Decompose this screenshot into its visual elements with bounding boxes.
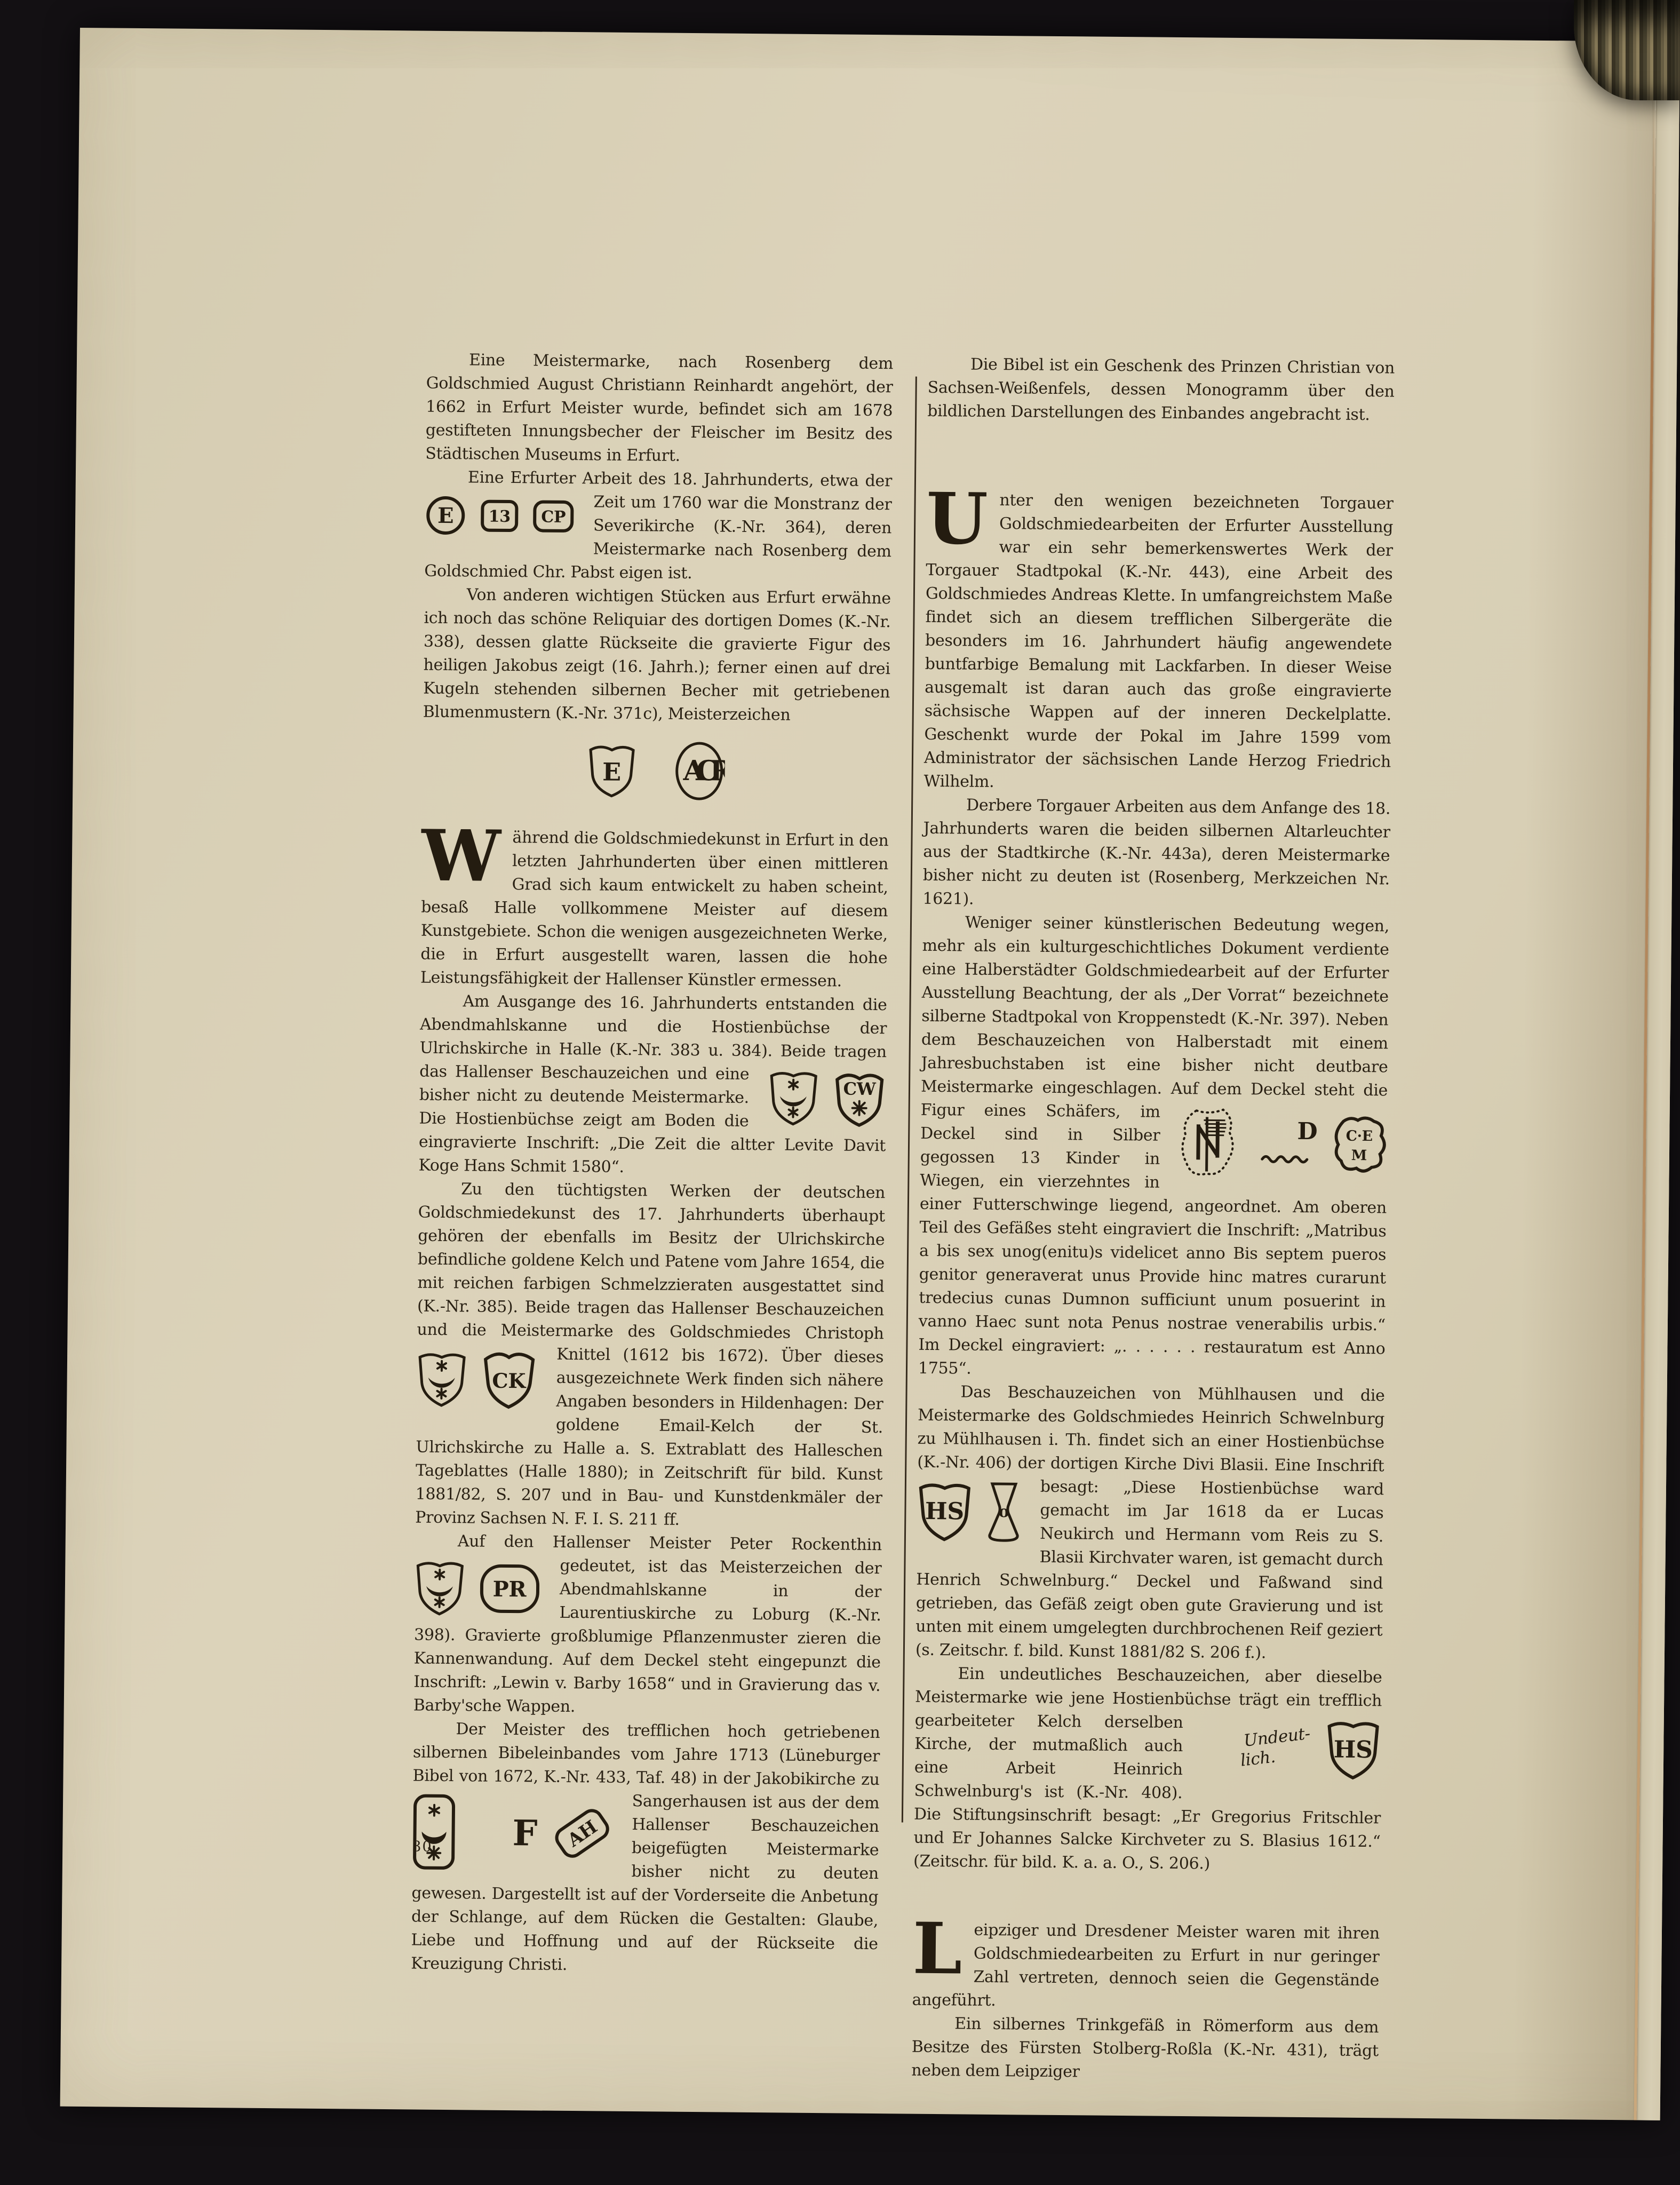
f-letter-mark: F (512, 1811, 538, 1854)
paragraph (424, 466, 892, 587)
dropcap-letter: L (912, 1907, 962, 1991)
halle-beschauzeichen-mark (768, 1068, 819, 1127)
paragraph-text: um 1760 war die Monstranz der Severikirche (K.-Nr. 364), deren Meistermarke nach Rosenberg dem Goldschmied Chr. Pabst eigen ist. (424, 493, 892, 583)
page-paper (60, 28, 1680, 2120)
paragraph-text: eipziger und Dresdener Meister waren mit ihren Goldschmiedearbeiten zu Erfurt in nur geringer Zahl vertreten, dennoch seien die Gegenstände angeführt. (912, 1920, 1380, 2010)
paragraph-text: Am Ausgange des 16. Jahrhunderts entstanden die Abendmahlskanne und die Hostienbüchse der Ulrichskirche in Halle (K.-Nr. 383 u. 384). Beide tragen das (419, 992, 887, 1082)
mark-group-erfurt (425, 495, 575, 537)
hourglass-beschauzeichen-mark (986, 1481, 1021, 1544)
paragraph (413, 1529, 882, 1721)
paragraph-text: Der Meister des trefflichen hoch getriebenen silbernen Bibeleinbandes vom Jahre 1713 (Lüneburger Bibel von 1672, K.-Nr. 433, Taf. 48) in der Jakobikirche zu Sangerhausen ist aus (412, 1720, 880, 1812)
paragraph (927, 353, 1395, 427)
left-column (411, 348, 893, 1980)
mark-group-halberstadt (1179, 1106, 1388, 1182)
mark-group-undeutlich (1202, 1717, 1382, 1782)
page-number: 30 (412, 1838, 433, 1855)
paragraph-text: Das Beschauzeichen von Mühlhausen und die Meistermarke des Goldschmiedes Heinrich Schwelnburg zu Mühlhausen i. Th. findet sich an einer Hostienbüchse (K.-Nr. 406) der dortigen Kirche Divi Blasii. Eine Inschrift besagt: „Diese Hostienbüchse (917, 1382, 1385, 1499)
halle-beschauzeichen-mark (414, 1558, 465, 1617)
paragraph (418, 990, 887, 1182)
paragraph-text: Eine Meistermarke, nach Rosenberg dem Goldschmied August Christiann Reinhardt angehört, der 1662 in Erfurt Meister wurde, befindet sich am 1678 gestifteten Innungsbecher der Fleischer im Besitz des Städtischen Museums in Erfurt. (425, 351, 894, 465)
paragraph-text: bis 1672). Über dieses ausgezeichnete Werk finden sich nähere Angaben besonders in Hildenhagen: Der goldene Email-Kelch der St. Ulrichskirche zu Halle a. S. Extrablatt des Halleschen Tageblattes (Halle 1880); in Zeitschrift für bild. Kunst 1881/82, S. 207 und in Bau- und Kunstdenkmäler der Provinz Sachsen N. F. I. S. 211 ff. (415, 1346, 884, 1529)
paragraph (423, 583, 891, 728)
paragraph-text: Ein silbernes Trinkgefäß in Römerform aus dem Besitze des Fürsten Stolberg-Roßla (K.-Nr. 431), trägt neben dem Leipziger (911, 2014, 1379, 2081)
paragraph (922, 793, 1390, 915)
mark-group-schwelnburg (917, 1480, 1021, 1545)
paragraph-text: nter den wenigen bezeichneten Torgauer Goldschmiedearbeiten der Erfurter Ausstellung war ein sehr bemerkenswertes Werk der Torgauer Stadtpokal (K.-Nr. 443), eine Arbeit des Goldschmiedes Andreas Klette. In umfangreichstem Maße findet sich an diesem trefflichen Silbergeräte die besonders im 16. Jahrhundert häufig angewendete buntfarbige Bemalung mit Lackfarben. In dieser Weise ausgemalt ist daran auch das große eingravierte sächsische Wappen auf der inneren Deckelplatte. Geschenkt wurde der Pokal im Jahre 1599 vom Administrator der sächsischen Lande Herzog Friedrich Wilhelm. (923, 491, 1394, 791)
svg-text:o: o (998, 1503, 1009, 1522)
mark-group-bibeleinband (412, 1793, 613, 1872)
paragraph-text: Hallenser Beschauzeichen und eine bisher nicht zu deutende Meistermarke. Die Hostienbüchse zeigt am Boden die eingravierte Inschrift: „Die Zeit die altter Levite Davit Koge Hans Schmit 1580“. (418, 1062, 886, 1177)
undeutlich-line2: lich. (1239, 1747, 1277, 1770)
ah-maker-mark (551, 1802, 613, 1864)
paragraph-text: Derbere Torgauer Arbeiten aus dem Anfange des 18. Jahrhunderts waren die beiden silbernen Altarleuchter aus der Stadtkirche (K.-Nr. 443a), deren Meistermarke bisher nicht zu deuten ist (Rosenberg, Merkzeichen Nr. 1621). (922, 796, 1391, 909)
acr-monogram-mark (673, 740, 725, 803)
paragraph-text: gearbeiteter Kelch derselben Kirche, der mutmaßlich auch eine Arbeit Heinrich Schwelnburg's ist (K.-Nr. 408). Die Stiftungsinschrift besagt: „Er Gregorius Fritschler und Er Johannes Salcke Kirchveter zu S. Blasius 1612.“ (Zeitschr. für bild. K. a. a. O., S. 206.) (913, 1711, 1381, 1873)
cem-maker-mark (1331, 1114, 1388, 1176)
svg-text:AH: AH (563, 1816, 601, 1852)
paragraph (918, 911, 1389, 1385)
paragraph-text: ährend die Goldschmiedekunst in Erfurt in den letzten Jahrhunderten über einen mittleren Grad sich kaum entwickelt zu haben scheint, besaß Halle vollkommene Meister auf diesem Kunstgebiete. Schon die wenigen ausgezeichneten Werke, die in Erfurt ausgestellt waren, lassen die hohe Leistungsfähigkeit der Hallenser Künstler ermessen. (420, 828, 889, 991)
svg-text:E: E (602, 757, 621, 786)
mark-group-halle (768, 1068, 886, 1128)
mark-group-knittel (416, 1347, 537, 1412)
right-column (911, 353, 1395, 2086)
ck-maker-mark (481, 1348, 537, 1412)
halle-vertical-beschauzeichen-mark (412, 1793, 456, 1871)
paragraph-text: steht die Figur eines Schäfers, im Deckel sind in Silber gegossen 13 Kinder in Wiegen, ein vierzehntes in einer Futterschwinge liegend, angeordnet. Am oberen Teil des Gefäßes steht eingraviert die Inschrift: „Matribus a bis sex unog(enitu)s videlicet anno Bis septem pueros genitor generaverat unus Provide hinc matres curarunt tredecius cunas Dumnon sufficiunt unum posuerint in vanno Haec sunt nota Penus nostrae venerabilis urbis.“ Im Deckel eingraviert: „. . . . . . restauratum est Anno 1755“. (918, 1080, 1388, 1378)
svg-text:13: 13 (488, 507, 511, 527)
mark-group-rockenthin (414, 1558, 540, 1618)
paragraph (915, 1380, 1385, 1666)
cw-maker-mark (832, 1069, 886, 1128)
paragraph-text: Von anderen wichtigen Stücken aus Erfurt erwähne ich noch das schöne Reliquiar des dortigen Domes (K.-Nr. 338), dessen glatte Rückseite die gravierte Figur des heiligen Jakobus zeigt (16. Jahrh.); ferner einen auf drei Kugeln stehenden silbernen Becher mit getriebenen Blumenmustern (K.-Nr. 371c), Meisterzeichen (423, 585, 891, 725)
undeutlich-line1: Undeut- (1243, 1723, 1311, 1751)
paragraph-text: Die Bibel ist ein Geschenk des Prinzen Christian von Sachsen-Weißenfels, dessen Monogramm über den bildlichen Darstellungen des Einbandes angebracht ist. (927, 355, 1395, 425)
hs-maker-mark (1325, 1718, 1382, 1782)
meisterzeichen-row (422, 738, 889, 804)
pr-maker-mark (479, 1563, 541, 1614)
erfurt-e-circle-mark (425, 495, 467, 537)
paragraph (911, 2012, 1379, 2087)
gutter-shadow (1513, 41, 1655, 2120)
halle-beschauzeichen-mark (416, 1350, 467, 1409)
paragraph-text: Zu den tüchtigsten Werken der deutschen Goldschmiedekunst des 17. Jahrhunderts überhaupt gehören der ebenfalls im Besitz der Ulrichskirche befindliche goldene Kelch und Patene vom Jahre 1654, die mit reichen farbigen Schmelzzieraten ausgestattet sind (K.-Nr. 385). Beide tragen das Hallenser Beschauzeichen und die Meistermarke des Goldschmiedes Christoph Knittel (1612 (417, 1180, 886, 1365)
svg-text:CK: CK (492, 1368, 526, 1393)
e-shield-mark (587, 742, 636, 799)
paragraph (913, 1662, 1382, 1878)
paragraph-dropcap (420, 814, 889, 994)
dropcap-letter: U (926, 477, 988, 561)
d-letter: D (1297, 1117, 1318, 1146)
paragraph-text: Weniger seiner künstlerischen Bedeutung wegen, mehr als ein kulturgeschichtliches Dokument verdiente eine Halberstädter Goldschmiedearbeit auf der Erfurter Ausstellung Beachtung, der als „Der Vorrat“ bezeichnete silberne Stadtpokal von Kroppenstedt (K.-Nr. 397). Neben dem Beschauzeichen von Halberstadt mit einem Jahresbuchstaben ist eine bisher nicht deutbare Meistermarke eingeschlagen. Auf dem Deckel (920, 913, 1390, 1100)
svg-text:M: M (1351, 1147, 1367, 1164)
paragraph (411, 1717, 880, 1980)
column-divider-rule (902, 377, 917, 1823)
paragraph (425, 348, 893, 470)
paragraph-text: Auf den Hallenser Meister Peter Rockenthin gedeutet, ist (457, 1532, 882, 1576)
svg-text:E: E (437, 503, 454, 529)
paragraph (415, 1178, 885, 1534)
paragraph-text: ward gemacht im Jar 1618 da er Lucas Neukirch und Hermann vom Reis zu S. Blasii Kirchvater waren, ist gemacht durch Henrich Schwelnburg.“ Deckel und Faßwand sind getrieben, das Gefäß zeigt oben gute Gravierung und ist unten mit einem umgelegten durchbrochenen Reif geziert (s. Zeitschr. f. bild. Kunst 1881/82 S. 206 f.). (915, 1480, 1384, 1663)
paragraph-text: Eine Erfurter Arbeit des 18. Jahrhunderts, etwa der Zeit (467, 468, 893, 512)
undeutlich-annotation (1200, 1724, 1313, 1775)
svg-text:CW: CW (843, 1078, 876, 1100)
svg-text:CP: CP (541, 507, 566, 527)
svg-text:HS: HS (1333, 1736, 1373, 1764)
dropcap-letter: W (421, 814, 501, 898)
paragraph-text: das Meisterzeichen der Abendmahlskanne in der Laurentiuskirche zu Loburg (K.-Nr. 398). Gravierte großblumige Pflanzenmuster zieren die Kannenwandung. Auf dem Deckel steht eingepunzt die Inschrift: „Lewin v. Barby 1658“ und in Gravierung das v. Barby'sche Wappen. (413, 1557, 882, 1717)
svg-text:ACR: ACR (682, 754, 724, 788)
svg-text:C·E: C·E (1345, 1127, 1373, 1145)
svg-text:HS: HS (925, 1497, 965, 1525)
year-13-mark (480, 499, 519, 533)
paragraph-text: der dem Hallenser Beschauzeichen beigefügten Meistermarke bisher nicht zu deuten gewesen. Dargestellt ist auf der Vorderseite die Anbetung der Schlange, auf dem Rücken die Gestalten: Glaube, Liebe und Hoffnung und auf der Rückseite die Kreuzigung Christi. (411, 1793, 880, 1974)
paragraph-text: Ein undeutliches Beschauzeichen, aber dieselbe Meistermarke wie jene Hostienbüchse trägt ein trefflich (914, 1664, 1382, 1711)
paragraph-dropcap (923, 477, 1394, 798)
halberstadt-beschauzeichen-mark (1179, 1106, 1241, 1181)
jahresbuchstabe-d-mark (1254, 1119, 1318, 1164)
cp-maker-mark (532, 499, 575, 533)
hs-maker-mark (917, 1480, 973, 1544)
wavy-line-mark (1260, 1151, 1311, 1164)
svg-text:PR: PR (492, 1576, 527, 1602)
paragraph-dropcap (912, 1907, 1380, 2016)
